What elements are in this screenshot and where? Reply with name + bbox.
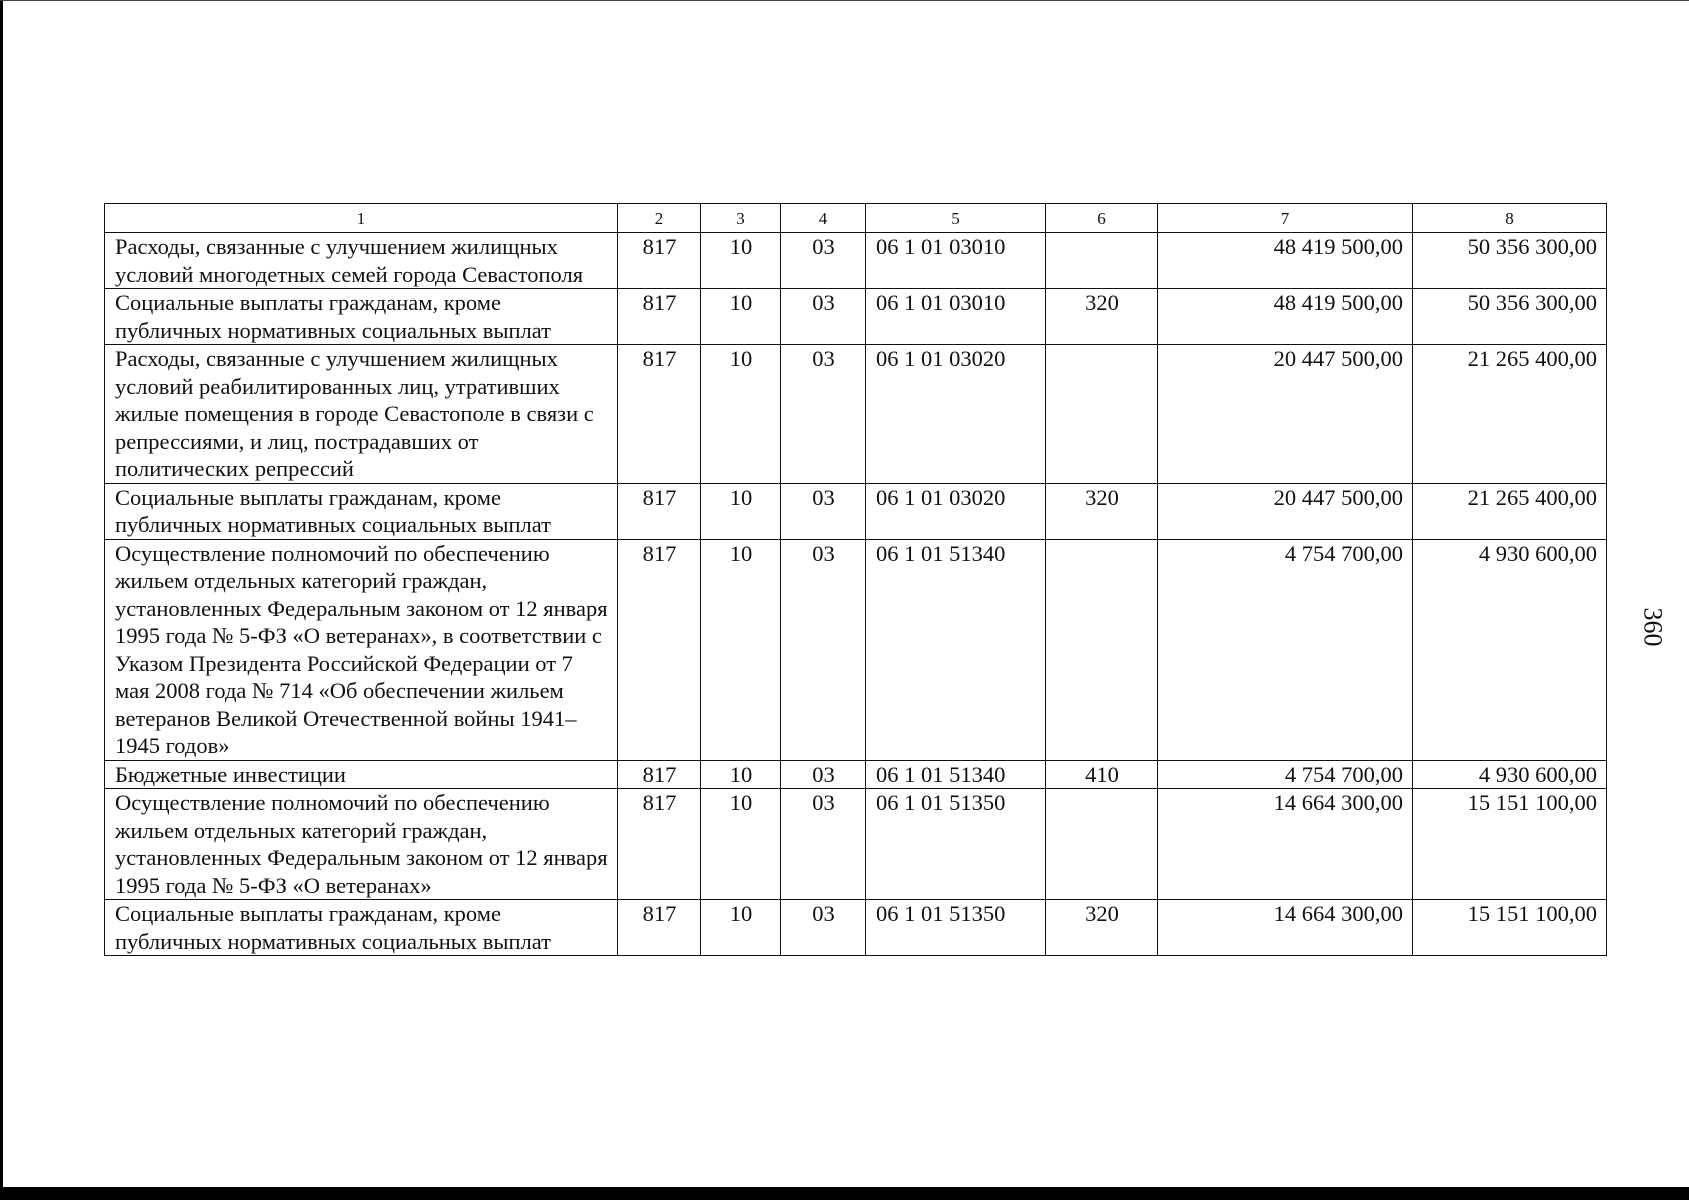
column-number-1: 1 — [105, 204, 618, 233]
section-cell: 10 — [701, 539, 781, 760]
amount-year1-cell: 20 447 500,00 — [1158, 483, 1413, 539]
target-article-cell: 06 1 01 03010 — [866, 233, 1046, 289]
grbs-cell: 817 — [618, 345, 701, 484]
table-row — [105, 233, 1607, 289]
page-left-border — [0, 0, 3, 1200]
row-name-cell: Бюджетные инвестиции — [105, 760, 618, 789]
section-cell: 10 — [701, 483, 781, 539]
target-article-cell: 06 1 01 03010 — [866, 289, 1046, 345]
grbs-cell: 817 — [618, 760, 701, 789]
column-number-6: 6 — [1046, 204, 1158, 233]
amount-year1-cell: 14 664 300,00 — [1158, 789, 1413, 900]
grbs-cell: 817 — [618, 483, 701, 539]
subsection-cell: 03 — [781, 539, 866, 760]
expense-type-cell — [1046, 539, 1158, 760]
page-top-border — [0, 0, 1689, 1]
grbs-cell: 817 — [618, 789, 701, 900]
column-number-4: 4 — [781, 204, 866, 233]
column-number-5: 5 — [866, 204, 1046, 233]
column-number-2: 2 — [618, 204, 701, 233]
row-name-cell: Социальные выплаты гражданам, кроме публичных нормативных социальных выплат — [105, 900, 618, 956]
page-bottom-border — [0, 1187, 1689, 1200]
table-row — [105, 900, 1607, 956]
page-number: 360 — [1638, 607, 1668, 647]
table-row — [105, 483, 1607, 539]
amount-year1-cell: 4 754 700,00 — [1158, 760, 1413, 789]
section-cell: 10 — [701, 789, 781, 900]
subsection-cell: 03 — [781, 483, 866, 539]
table-row — [105, 760, 1607, 789]
grbs-cell: 817 — [618, 289, 701, 345]
table-row — [105, 345, 1607, 484]
table-row — [105, 289, 1607, 345]
row-name-cell: Расходы, связанные с улучшением жилищных условий реабилитированных лиц, утративших жилые помещения в городе Севастополе в связи с репрессиями, и лиц, пострадавших от политических репрессий — [105, 345, 618, 484]
subsection-cell: 03 — [781, 900, 866, 956]
amount-year1-cell: 20 447 500,00 — [1158, 345, 1413, 484]
amount-year1-cell: 48 419 500,00 — [1158, 233, 1413, 289]
table-header-row — [105, 204, 1607, 233]
amount-year1-cell: 48 419 500,00 — [1158, 289, 1413, 345]
amount-year1-cell: 14 664 300,00 — [1158, 900, 1413, 956]
grbs-cell: 817 — [618, 900, 701, 956]
expense-type-cell: 320 — [1046, 900, 1158, 956]
expense-type-cell — [1046, 789, 1158, 900]
section-cell: 10 — [701, 289, 781, 345]
amount-year2-cell: 15 151 100,00 — [1413, 900, 1607, 956]
expense-type-cell: 320 — [1046, 289, 1158, 345]
subsection-cell: 03 — [781, 789, 866, 900]
expense-type-cell — [1046, 345, 1158, 484]
row-name-cell: Социальные выплаты гражданам, кроме публичных нормативных социальных выплат — [105, 483, 618, 539]
expense-type-cell: 320 — [1046, 483, 1158, 539]
target-article-cell: 06 1 01 03020 — [866, 345, 1046, 484]
expense-type-cell: 410 — [1046, 760, 1158, 789]
target-article-cell: 06 1 01 51350 — [866, 900, 1046, 956]
section-cell: 10 — [701, 900, 781, 956]
target-article-cell: 06 1 01 51350 — [866, 789, 1046, 900]
subsection-cell: 03 — [781, 289, 866, 345]
amount-year2-cell: 21 265 400,00 — [1413, 345, 1607, 484]
row-name-cell: Социальные выплаты гражданам, кроме публичных нормативных социальных выплат — [105, 289, 618, 345]
subsection-cell: 03 — [781, 760, 866, 789]
table-row — [105, 539, 1607, 760]
amount-year2-cell: 4 930 600,00 — [1413, 760, 1607, 789]
amount-year2-cell: 50 356 300,00 — [1413, 289, 1607, 345]
target-article-cell: 06 1 01 03020 — [866, 483, 1046, 539]
subsection-cell: 03 — [781, 233, 866, 289]
target-article-cell: 06 1 01 51340 — [866, 760, 1046, 789]
row-name-cell: Осуществление полномочий по обеспечению жильем отдельных категорий граждан, установленных Федеральным законом от 12 января 1995 года № 5-ФЗ «О ветеранах» — [105, 789, 618, 900]
grbs-cell: 817 — [618, 233, 701, 289]
amount-year2-cell: 4 930 600,00 — [1413, 539, 1607, 760]
section-cell: 10 — [701, 233, 781, 289]
budget-table — [104, 203, 1607, 956]
table-row — [105, 789, 1607, 900]
column-number-8: 8 — [1413, 204, 1607, 233]
column-number-7: 7 — [1158, 204, 1413, 233]
column-number-3: 3 — [701, 204, 781, 233]
grbs-cell: 817 — [618, 539, 701, 760]
row-name-cell: Расходы, связанные с улучшением жилищных условий многодетных семей города Севастополя — [105, 233, 618, 289]
amount-year2-cell: 15 151 100,00 — [1413, 789, 1607, 900]
target-article-cell: 06 1 01 51340 — [866, 539, 1046, 760]
section-cell: 10 — [701, 760, 781, 789]
expense-type-cell — [1046, 233, 1158, 289]
section-cell: 10 — [701, 345, 781, 484]
amount-year2-cell: 50 356 300,00 — [1413, 233, 1607, 289]
amount-year1-cell: 4 754 700,00 — [1158, 539, 1413, 760]
amount-year2-cell: 21 265 400,00 — [1413, 483, 1607, 539]
row-name-cell: Осуществление полномочий по обеспечению жильем отдельных категорий граждан, установленных Федеральным законом от 12 января 1995 года № 5-ФЗ «О ветеранах», в соответствии с Указом Президента Российской Федерации от 7 мая 2008 года № 714 «Об обеспечении жильем ветеранов Великой Отечественной войны 1941–1945 годов» — [105, 539, 618, 760]
subsection-cell: 03 — [781, 345, 866, 484]
